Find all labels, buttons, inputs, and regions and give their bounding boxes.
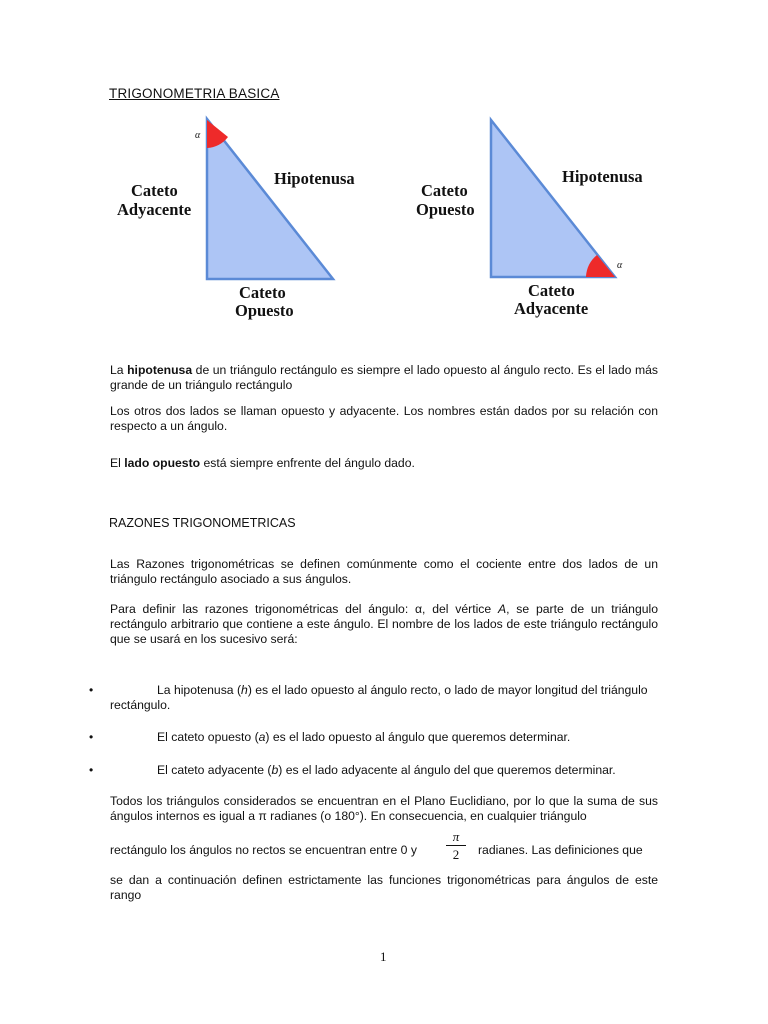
paragraph-plano-euclidiano: Todos los triángulos considerados se encuentran en el Plano Euclidiano, por lo que la suma de sus ángulos internos es igual a π radianes (o 180°). En consecuencia, en cualquier triángulo — [110, 794, 658, 823]
left-hipotenusa-label: Hipotenusa — [274, 169, 355, 188]
fraction-denominator: 2 — [452, 847, 460, 862]
right-alpha-label: α — [617, 260, 623, 271]
paragraph-hipotenusa: La hipotenusa de un triángulo rectángulo es siempre el lado opuesto al ángulo recto. Es el lado más grande de un triángulo rectángulo — [110, 363, 658, 392]
fraction-numerator: π — [452, 829, 460, 844]
paragraph-angulos-rango-part1: rectángulo los ángulos no rectos se encuentran entre 0 y — [110, 843, 417, 857]
bullet-marker: • — [89, 730, 94, 744]
left-cateto-opuesto-line1: Cateto — [239, 283, 286, 302]
right-cateto-opuesto-line2: Opuesto — [416, 200, 475, 219]
paragraph-definiciones-rango: se dan a continuación definen estrictamente las funciones trigonométricas para ángulos de este rango — [110, 873, 658, 902]
bullet-item-cateto-opuesto: El cateto opuesto (a) es el lado opuesto al ángulo que queremos determinar. — [157, 730, 571, 744]
left-alpha-label: α — [195, 130, 201, 141]
bullet-marker: • — [89, 683, 94, 697]
bullet-item-hipotenusa: La hipotenusa (h) es el lado opuesto al ángulo recto, o lado de mayor longitud del triángulo rectángulo. — [110, 683, 648, 712]
triangle-figure — [0, 0, 768, 340]
paragraph-lado-opuesto: El lado opuesto está siempre enfrente del ángulo dado. — [110, 456, 415, 470]
paragraph-razones-definicion: Las Razones trigonométricas se definen comúnmente como el cociente entre dos lados de un triángulo rectángulo asociado a sus ángulos. — [110, 557, 658, 586]
page-title: TRIGONOMETRIA BASICA — [109, 86, 280, 101]
paragraph-definir-razones: Para definir las razones trigonométricas del ángulo: α, del vértice A, se parte de un triángulo rectángulo arbitrario que contiene a este ángulo. El nombre de los lados de este triángulo rectángulo que se usará en los sucesivo será: — [110, 602, 658, 646]
page-number: 1 — [380, 949, 387, 964]
left-triangle — [207, 119, 333, 279]
right-triangle — [491, 120, 615, 277]
bullet-marker: • — [89, 763, 94, 777]
section-title-razones: RAZONES TRIGONOMETRICAS — [109, 516, 296, 530]
left-cateto-opuesto-line2: Opuesto — [235, 301, 294, 320]
bullet-item-cateto-adyacente: El cateto adyacente (b) es el lado adyacente al ángulo del que queremos determinar. — [157, 763, 616, 777]
right-cateto-adyacente-line1: Cateto — [528, 281, 575, 300]
right-hipotenusa-label: Hipotenusa — [562, 167, 643, 186]
right-cateto-opuesto-line1: Cateto — [421, 181, 468, 200]
fraction-bar — [446, 845, 466, 846]
left-cateto-adyacente-line2: Adyacente — [117, 200, 192, 219]
right-cateto-adyacente-line2: Adyacente — [514, 299, 589, 318]
left-cateto-adyacente-line1: Cateto — [131, 181, 178, 200]
pi-over-two-fraction — [446, 829, 466, 862]
paragraph-otros-lados: Los otros dos lados se llaman opuesto y adyacente. Los nombres están dados por su relación con respecto a un ángulo. — [110, 404, 658, 433]
paragraph-angulos-rango-part2: radianes. Las definiciones que — [478, 843, 643, 857]
